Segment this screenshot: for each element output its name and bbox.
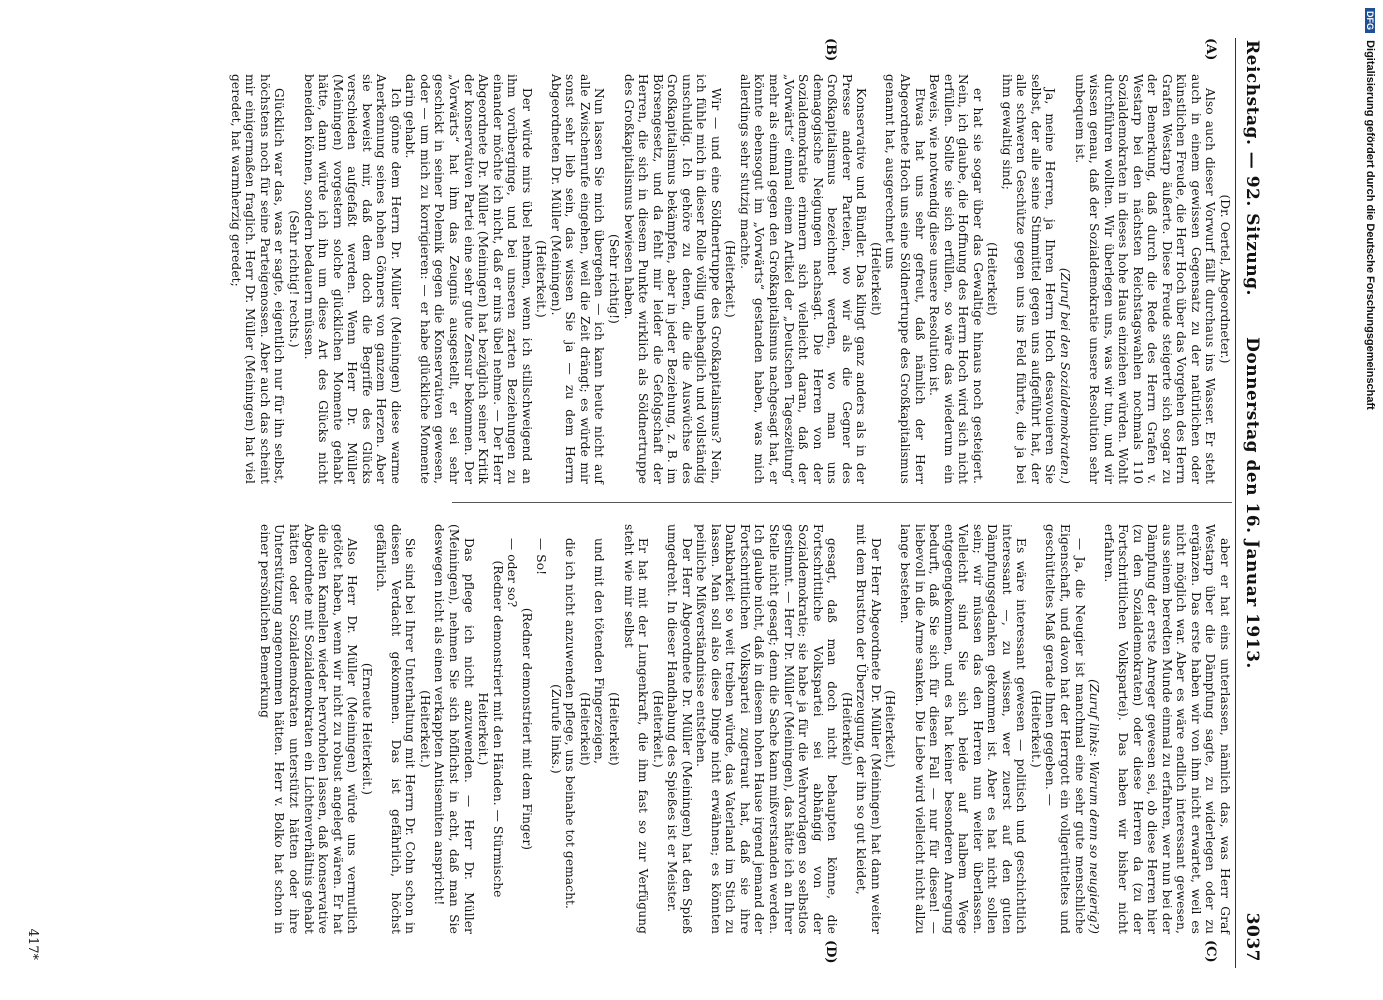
paragraph: aber er hat eins unterlassen, nämlich das, was Herr Graf Westarp über die Dämpfung sagte, zu widerlegen oder zu ergänzen. Das erste haben wir von ihm nicht erwartet, weil es nicht möglich war. Aber es wäre endlich interessant gewesen, aus seinem beredten Munde einmal zu erfahren, wer nun bei der Dämpfung der erste Anreger gewesen sei, ob diese Herren hier (zu den Sozialdemokraten) oder diese Herren da (zu der Fortschrittlichen Volkspartei). Das haben wir bisher nicht erfahren. (1101, 524, 1232, 934)
credit-text: Digitalisierung gefördert durch die Deutsche Forschungsgemeinschaft (1364, 40, 1376, 410)
interjection: (Heiterkeit.) (883, 690, 898, 768)
interjection: (Sehr richtig!) (607, 233, 622, 324)
page-marker: 417* (25, 928, 40, 960)
paragraph: Also auch dieser Vorwurf fällt durchaus ins Wasser. Er steht auch in einem gewissen Gegensatz zu der natürlichen oder künstlichen Freude, die Herr Hoch über das Vorgehen des Herrn Grafen Westarp äußerte. Diese Freude steigerte sich sogar zu der Bemerkung, daß durch die Rede des Herrn Grafen v. Westarp bei den nächsten Reichstagswahlen nochmals 110 Sozialdemokraten in dieses hohe Haus einziehen würden. Wohlt durchführen wollten. Wir überlegen uns, was wir tun, und wir wissen genau, daß der Sozialdemokratie unsere Resolution sehr unbequem ist. (1072, 74, 1218, 484)
interjection: (Zuruf bei den Sozialdemokraten.) (1057, 267, 1072, 484)
interjection: (Heiterkeit) (868, 242, 883, 316)
interjection: (Heiterkeit) (607, 692, 622, 766)
interjection: (Redner demonstriert mit dem Finger) (519, 607, 534, 851)
paragraph: Konservative und Bündler. Das klingt ganz anders als in der Presse anderer Parteien, wo wir als die Gegner des Großkapitalismus bezeichnet werden, wo man uns demagogische Neigungen nachsagt. Die Herren von der Sozialdemokratie erinnern sich vielleicht daran, daß der „Vorwärts“ einmal einem Artikel der „Deutschen Tageszeitung“ mehr als einmal gegen den Großkapitalismus nachgesagt hat, er könnte ebensogut im „Vorwärts“ gestanden haben, was mich allerdings sehr stutzig machte. (737, 74, 869, 484)
interjection: (Erneute Heiterkeit.) (359, 662, 374, 796)
paragraph: Wir — und eine Söldnertruppe des Großkapitalismus? Nein, ich fühle mich in dieser Rolle völlig unbehaglich und vollständig unschuldig. Ich gehöre zu denen, die die Auswüchse des Großkapitalismus bekämpfen, aber in jeder Beziehung, z. B. im Börsengesetz, und da fehlt mir leider die Gefolgschaft der Herren, die sich in diesem Punkte wirklich als Söldnertruppe des Großkapitalismus bewiesen haben. (621, 74, 723, 484)
interjection: (Heiterkeit.) (723, 240, 738, 318)
header-rule (1235, 38, 1236, 968)
margin-letter-a: (A) (1203, 38, 1218, 61)
interjection: (Heiterkeit.) (650, 690, 665, 768)
dfg-logo-icon: DFG (1365, 8, 1375, 33)
paragraph: Der Herr Abgeordnete Dr. Müller (Meiningen) hat den Spieß umgedreht. In dieser Handhabung des Spießes ist er Meister. (665, 524, 694, 934)
interjection: (Heiterkeit) (985, 242, 1000, 316)
paragraph: Er hat mit der Lungenkraft, die ihm fast so zur Verfügung steht wie mir selbst (621, 524, 651, 934)
paragraph: — So! (534, 538, 549, 576)
interjection: (Redner demonstriert mit den Händen. — Stürmische Heiterkeit.) (476, 560, 505, 898)
header-left: Reichstag. — 92. Sitzung. (1242, 40, 1262, 296)
paragraph: — Ja, die Neugier ist manchmal eine sehr gute menschliche Eigenschaft, und davon hat der Herrgott ein vollgerütteltes und geschütteltes Maß gerade Ihnen gegeben. — (1043, 524, 1087, 934)
interjection: (Zuruf links: Warum denn so neugierig?) (1087, 679, 1102, 934)
paragraph: Es wäre interessant gewesen — politisch und geschichtlich interessant —, zu wissen, wer zuerst auf den guten Dämpfungsgedanken gekommen ist. Aber es hat nicht sollen sein; wir müssen das den Herren nun weiter überlassen. Vielleicht sind Sie sich beide auf halbem Wege entgegengekommen, und es hat keiner besonderen Anregung bedurft, daß Sie sich für diesen Fall — nur für diesen! — liebevoll in die Arme sanken. Die Liebe wird vielleicht nicht allzu lange bestehen. (897, 524, 1029, 934)
paragraph: und mit den tötenden Fingerzeigen, (592, 538, 607, 764)
interjection: (Dr. Oertel, Abgeordneter.) (1218, 194, 1232, 364)
paragraph: Der Herr Abgeordnete Dr. Müller (Meiningen) hat dann weiter mit dem Brustton der Überzeugung, der ihn so gut kleidet, (854, 524, 883, 934)
paragraph: Etwas hat uns sehr gefreut, daß nämlich der Herr Abgeordnete Hoch uns eine Söldnertruppe des Großkapitalismus genannt hat, ausgerechnet uns (883, 74, 927, 484)
paragraph: Nun lassen Sie mich übergehen — ich kann heute nicht auf alle Zwischenrufe eingehen, weil die Zeit drängt; es würde mir sonst sehr lieb sein, das wissen Sie ja — zu dem Herrn Abgeordneten Dr. Müller (Meiningen). (548, 74, 607, 484)
running-header (1236, 38, 1262, 968)
paragraph: Also Herr Dr. Müller (Meiningen) würde uns vermutlich getötet haben, wenn wir nicht zu robust angelegt wären. Er hat die alten Kamellen wieder hervorholen lassen, daß konservative Abgeordnete mit Sozialdemokraten ein Lichtenverhältnis gehabt hätten oder Sozialdemokraten unterstützt hätten oder ihre Unterstützung angenommen hätten. Herr v. Bolko hat schon in einer persönlichen Bemerkung (257, 524, 360, 934)
paragraph: Sie sind bei Ihrer Unterhaltung mit Herrn Dr. Cohn schon in diesen Verdacht gekommen. Das ist gefährlich, höchst gefährlich. (374, 524, 418, 934)
right-column (257, 524, 1232, 934)
rotated-page-content (7, 38, 1262, 968)
interjection: (Heiterkeit) (839, 692, 854, 766)
paragraph: er hat sie sogar über das Gewaltige hinaus noch gesteigert. Nein, ich glaube, die Hoffnung des Herrn Hoch wird sich nicht erfüllen. Sollte sie sich erfüllen, so wäre das wiederum ein Beweis, wie notwendig diese unsere Resolution ist. (927, 74, 985, 484)
interjection: (Heiterkeit.) (534, 240, 549, 318)
digitization-credit (1362, 8, 1376, 988)
column-divider (452, 502, 1232, 503)
margin-letter-b: (B) (823, 38, 838, 62)
margin-letter-c: (C) (1203, 940, 1218, 963)
paragraph: gesagt, daß man doch nicht behaupten könne, die Fortschrittliche Volkspartei sei abhängig von der Sozialdemokratie; sie habe ja für die Wehrvorlagen so selbstlos gestimmt. — Herr Dr. Müller (Meiningen), das hätte ich an Ihrer Stelle nicht gesagt; denn die Sache kann mißverstanden werden. Ich glaube nicht, daß in diesem hohen Hause irgend jemand der Fortschrittlichen Volkspartei zugetraut hat, daß sie ihre Dankbarkeit so weit treiben würde, das Vaterland im Stich zu lassen. Man soll also diese Dinge nicht erwähnen; es könnten peinliche Mißverständnisse entstehen. (694, 524, 840, 934)
interjection: (Zurufe links.) (548, 684, 563, 774)
paragraph: die ich nicht anzuwenden pflege, uns beinahe tot gemacht. (563, 538, 578, 910)
page-number-header: 3037 (1242, 912, 1262, 962)
paragraph: Ich gönne dem Herrn Dr. Müller (Meiningen) diese warme Anerkennung seines hohen Gönners von ganzem Herzen. Aber sie beweist mir, daß dem doch die Begriffe des Glücks verschieden aufgefaßt werden. Wenn Herr Dr. Müller (Meiningen) vorgestern solche glücklichen Momente gehabt hätte, dann würde ich ihn um diese Art des Glücks nicht beneiden können, sondern bedauern müssen. (301, 74, 403, 484)
header-date: Donnerstag den 16. Januar 1913. (1242, 337, 1262, 669)
paragraph: Das pflege ich nicht anzuwenden. — Herr Dr. Müller (Meiningen), nehmen Sie sich höflichst in acht, daß man Sie deswegen nicht als einen verkappten Antisemiten anspricht! (432, 524, 476, 934)
margin-letter-d: (D) (823, 940, 838, 964)
interjection: (Heiterkeit) (577, 692, 592, 766)
left-column (228, 74, 1232, 484)
interjection: (Heiterkeit.) (417, 690, 432, 768)
paragraph: — oder so? (505, 538, 520, 608)
paragraph: Der würde mirs übel nehmen, wenn ich stillschweigend an ihm vorüberginge, und bei unseren zarten Beziehungen zu einander möchte ich nicht, daß er mirs übel nehme. — Der Herr Abgeordnete Dr. Müller (Meiningen) hat bezüglich seiner Kritik der konservativen Partei eine sehr gute Zensur bekommen. Der „Vorwärts“ hat ihm das Zeugnis ausgestellt, er sei sehr geschickt in seiner Polemik gegen die Konservativen gewesen, oder — um mich zu korrigieren: — er habe glückliche Momente darin gehabt. (403, 74, 534, 484)
interjection: (Sehr richtig! rechts.) (287, 210, 301, 348)
interjection: (Heiterkeit.) (1028, 690, 1043, 768)
paragraph: Glücklich war das, was er sagte, eigentlich nur für ihn selbst, höchstens noch für seine Parteigenossen. Aber auch das scheint mir einigermaßen fraglich. Herr Dr. Müller (Meiningen) hat viel geredet, hat warmherzig geredet; (228, 74, 287, 484)
paragraph: Ja, meine Herren, ja Ihren Herrn Hoch desavouieren Sie selbst, der alle seine Stimmittel gegen uns aufgeführt hat, der alle schweren Geschütze gegen uns ins Feld führte, die ja bei ihm gewaltig sind; (999, 74, 1058, 484)
